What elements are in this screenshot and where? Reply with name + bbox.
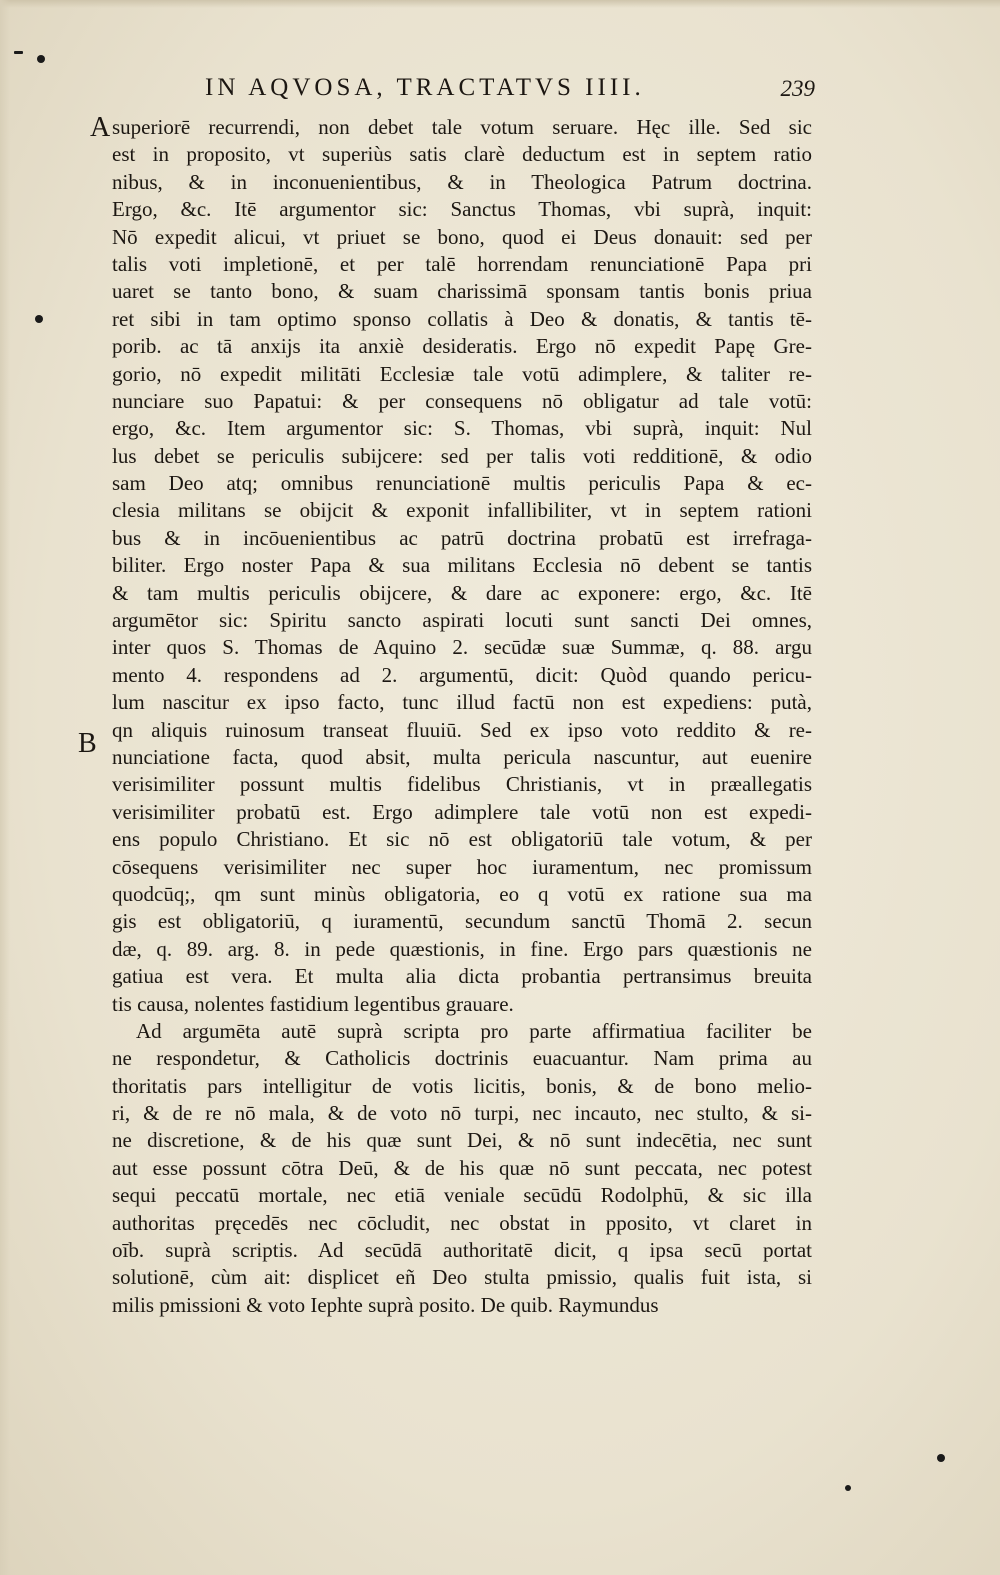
marginal-letter-b: B <box>78 728 97 759</box>
text-line: ne respondetur, & Catholicis doctrinis euacuantur. Nam prima au <box>112 1046 812 1071</box>
text-line: ret sibi in tam optimo sponso collatis à Deo & donatis, & tantis tē- <box>112 306 812 331</box>
text-line: mento 4. respondens ad 2. argumentū, dicit: Quòd quando pericu- <box>112 662 812 687</box>
ink-spot <box>37 55 45 63</box>
text-line: Ergo, &c. Itē argumentor sic: Sanctus Thomas, vbi suprà, inquit: <box>112 197 812 222</box>
text-line: tis causa, nolentes fastidium legentibus grauare. <box>112 991 514 1016</box>
text-line: ri, & de re nō mala, & de voto nō turpi, nec incauto, nec stulto, & si- <box>112 1101 812 1126</box>
text-line: biliter. Ergo noster Papa & sua militans Ecclesia nō debent se tantis <box>112 553 812 578</box>
page-top-edge-shadow <box>0 0 1000 8</box>
text-line: aut esse possunt cōtra Deū, & de his quæ nō sunt peccata, nec potest <box>112 1155 812 1180</box>
text-line: gatiua est vera. Et multa alia dicta probantia pertransimus breuita <box>112 964 812 989</box>
text-line: sam Deo atq; omnibus renunciationē multis periculis Papa & ec- <box>112 471 812 496</box>
running-title: IN AQVOSA, TRACTATVS IIII. <box>205 74 645 101</box>
text-line: clesia militans se obijcit & exponit infallibiliter, vt in septem rationi <box>112 498 812 523</box>
text-line: gorio, nō expedit militāti Ecclesiæ tale votū adimplere, & taliter re- <box>112 361 812 386</box>
text-line: Ad argumēta autē suprà scripta pro parte affirmatiua faciliter be <box>136 1018 812 1043</box>
text-line: sequi peccatū mortale, nec etiā veniale secūdū Rodolphū, & sic illa <box>112 1183 812 1208</box>
text-line: porib. ac tā anxijs ita anxiè desideratis. Ergo nō expedit Papę Gre- <box>112 334 812 359</box>
text-line: thoritatis pars intelligitur de votis licitis, bonis, & de bono melio- <box>112 1073 812 1098</box>
text-line: nunciare suo Papatui: & per consequens nō obligatur ad tale votū: <box>112 388 812 413</box>
text-line: argumētor sic: Spiritu sancto aspirati locuti sunt sancti Dei omnes, <box>112 608 812 633</box>
text-line: quodcūq;, qm sunt minùs obligatoria, eo q votū ex ratione sua ma <box>112 881 812 906</box>
text-line: authoritas pręcedēs nec cōcludit, nec obstat in pposito, vt claret in <box>112 1210 812 1235</box>
text-line: solutionē, cùm ait: displicet eñ Deo stulta pmissio, qualis fuit ista, si <box>112 1265 812 1290</box>
ink-spot <box>937 1454 945 1462</box>
page-left-edge-shadow <box>0 0 10 1575</box>
text-line: superiorē recurrendi, non debet tale votum seruare. Hęc ille. Sed sic <box>112 115 812 139</box>
text-line: verisimiliter probatū est. Ergo adimplere tale votū non est expedi- <box>112 799 812 824</box>
text-line: cōsequens verisimiliter nec super hoc iuramentum, nec promissum <box>112 854 812 879</box>
text-line: lus debet se periculis subijcere: sed per talis voti redditionē, & odio <box>112 443 812 468</box>
text-line: qn aliquis ruinosum transeat fluuiū. Sed ex ipso voto reddito & re- <box>112 717 812 742</box>
ink-spot <box>35 315 43 323</box>
page-number: 239 <box>780 76 815 101</box>
text-line: nunciatione facta, quod absit, multa pericula nascuntur, aut euenire <box>112 744 812 769</box>
body-text <box>112 114 812 1319</box>
text-line: ne discretione, & de his quæ sunt Dei, & nō sunt indecētia, nec sunt <box>112 1128 812 1153</box>
text-line: est in proposito, vt superiùs satis clarè deductum est in septem ratio <box>112 142 812 167</box>
text-line: ergo, &c. Item argumentor sic: S. Thomas, vbi suprà, inquit: Nul <box>112 416 812 441</box>
text-line: oīb. suprà scriptis. Ad secūdā authoritatē dicit, q ipsa secū portat <box>112 1238 812 1263</box>
text-line: uaret se tanto bono, & suam charissimā sponsam tantis bonis priua <box>112 279 812 304</box>
text-line: verisimiliter possunt multis fidelibus Christianis, vt in præallegatis <box>112 772 812 797</box>
ink-spot <box>845 1485 851 1491</box>
text-line: milis pmissioni & voto Iephte suprà posito. De quib. Raymundus <box>112 1292 659 1317</box>
text-line: dæ, q. 89. arg. 8. in pede quæstionis, in fine. Ergo pars quæstionis ne <box>112 936 812 961</box>
text-line: lum nascitur ex ipso facto, tunc illud factū non est expediens: putà, <box>112 690 812 715</box>
marginal-letter-a: A <box>90 112 111 143</box>
text-line: & tam multis periculis obijcere, & dare ac exponere: ergo, &c. Itē <box>112 580 812 605</box>
text-line: ens populo Christiano. Et sic nō est obligatoriū tale votum, & per <box>112 827 812 852</box>
text-line: gis est obligatoriū, q iuramentū, secundum sanctū Thomā 2. secun <box>112 909 812 934</box>
text-line: bus & in incōuenientibus ac patrū doctrina probatū est irrefraga- <box>112 525 812 550</box>
text-line: talis voti impletionē, et per talē horrendam renunciationē Papa pri <box>112 251 812 276</box>
text-line: nibus, & in inconuenientibus, & in Theologica Patrum doctrina. <box>112 169 812 194</box>
ink-spot <box>14 51 23 54</box>
page-header <box>205 74 815 108</box>
text-line: inter quos S. Thomas de Aquino 2. secūdæ suæ Summæ, q. 88. argu <box>112 635 812 660</box>
text-line: Nō expedit alicui, vt priuet se bono, quod ei Deus donauit: sed per <box>112 224 812 249</box>
